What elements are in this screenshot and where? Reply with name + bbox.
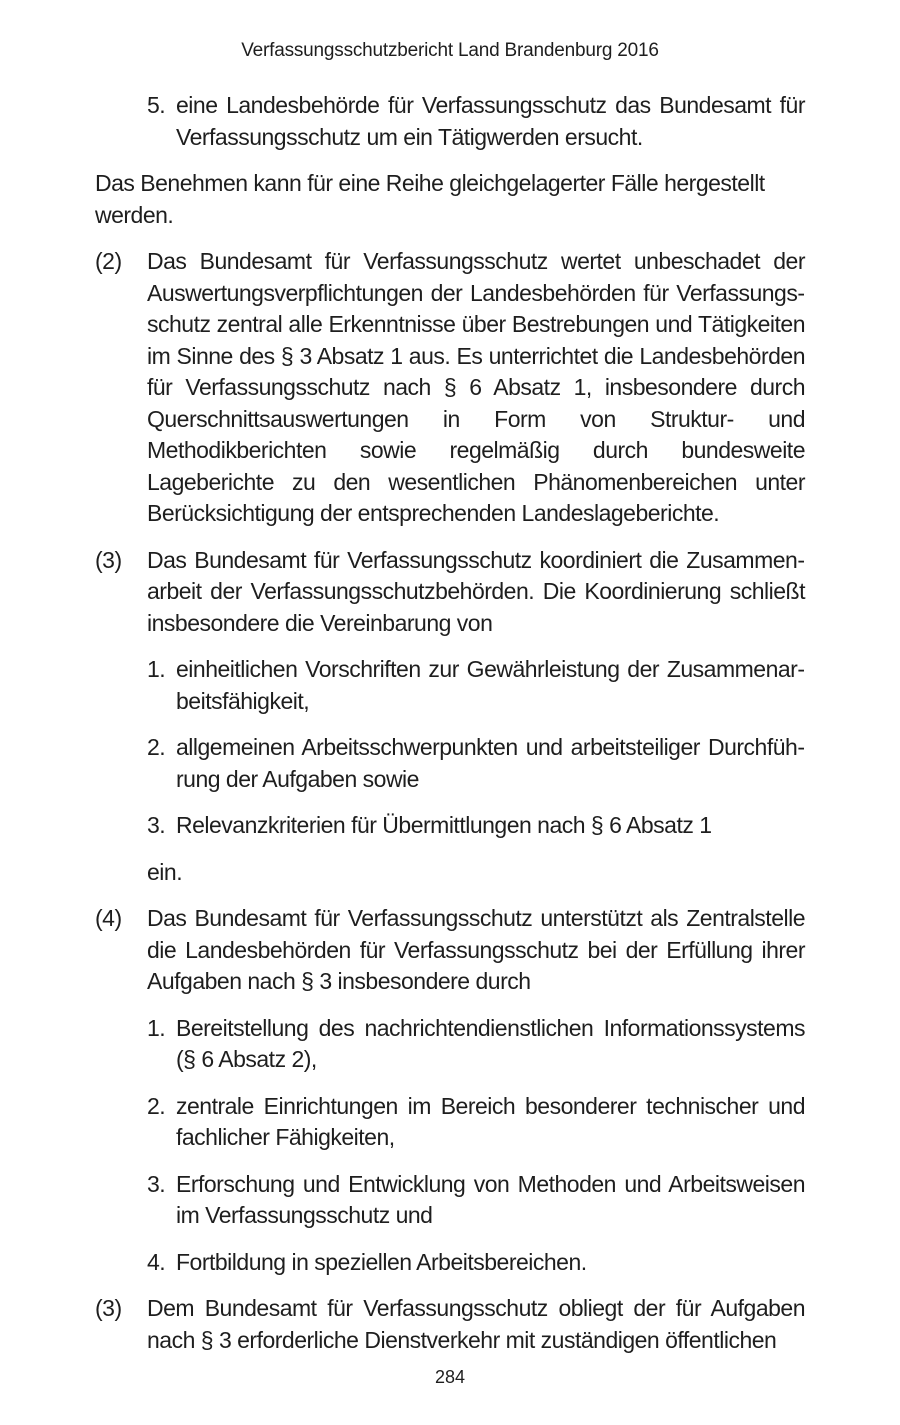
paragraph-text: Das Bundesamt für Verfassungsschutz wertet unbeschadet der Auswertungsverpflichtungen der Landesbehörden für Verfassungsschutz zentral alle Erkenntnisse über Bestrebungen und Tätigkeiten im Sinne des § 3 Absatz 1 aus. Es unterrichtet die Landesbehörden für Verfassungsschutz nach § 6 Absatz 1, insbesondere durch Querschnittsauswertungen in Form von Struktur- und Methodikberichten sowie regelmäßig durch bundesweite Lageberichte zu den wesentlichen Phänomenbereichen unter Berücksichtigung der entsprechenden Landeslageberichte. xyxy=(147,248,805,526)
list-item xyxy=(147,732,805,795)
paragraph-number: (3) xyxy=(95,546,122,573)
paragraph-benehmen: Das Benehmen kann für eine Reihe gleichgelagerter Fälle hergestellt werden. xyxy=(95,170,765,228)
list-item-text: Relevanzkriterien für Übermittlungen nach § 6 Absatz 1 xyxy=(176,812,712,838)
list-item-number: 2. xyxy=(147,734,166,760)
list-item xyxy=(147,1091,805,1154)
paragraph-text: Das Bundesamt für Verfassungsschutz unterstützt als Zentralstelle die Landesbehörden für Verfassungsschutz bei der Erfüllung ihrer Aufgaben nach § 3 insbesondere durch xyxy=(147,905,805,994)
list-item xyxy=(147,654,805,717)
list-item xyxy=(147,1247,805,1279)
list-item-number: 1. xyxy=(147,656,166,682)
paragraph-number: (3) xyxy=(95,1295,122,1321)
paragraph-2 xyxy=(95,246,805,530)
list-item-text: eine Landesbehörde für Verfassungsschutz das Bundesamt für Verfassungsschutz um ein Tätigwerden ersucht. xyxy=(176,92,805,150)
list-item-number: 5. xyxy=(147,92,166,118)
list-item xyxy=(147,1169,805,1232)
body-text xyxy=(95,90,805,1371)
list-item-text: einheitlichen Vorschriften zur Gewährleistung der Zusammenarbeitsfähigkeit, xyxy=(176,656,805,714)
list-item-number: 4. xyxy=(147,1248,166,1275)
list-item xyxy=(147,90,805,153)
list-closing-text: ein. xyxy=(147,858,183,885)
list-item-number: 3. xyxy=(147,1170,166,1197)
list-item-text: Bereitstellung des nachrichtendienstlichen Informationssystems (§ 6 Absatz 2), xyxy=(176,1014,805,1072)
list-item-text: Erforschung und Entwicklung von Methoden und Arbeitsweisen im Verfassungsschutz und xyxy=(176,1170,805,1228)
list-item-number: 3. xyxy=(147,812,166,838)
list-item-text: allgemeinen Arbeitsschwerpunkten und arbeitsteiliger Durchführung der Aufgaben sowie xyxy=(176,734,805,792)
paragraph-number: (4) xyxy=(95,905,122,931)
running-header: Verfassungsschutzbericht Land Brandenburg 2016 xyxy=(241,40,659,61)
list-item-number: 1. xyxy=(147,1014,166,1041)
paragraph-3 xyxy=(95,545,805,640)
list-item xyxy=(147,1013,805,1076)
list-item-text: zentrale Einrichtungen im Bereich besonderer technischer und fachlicher Fähigkeiten, xyxy=(176,1092,805,1150)
paragraph-3-continued xyxy=(95,1293,805,1356)
list-item-number: 2. xyxy=(147,1092,166,1119)
paragraph-number: (2) xyxy=(95,248,122,274)
list-item-text: Fortbildung in speziellen Arbeitsbereichen. xyxy=(176,1248,587,1275)
paragraph-text: Dem Bundesamt für Verfassungsschutz obliegt der für Aufgaben nach § 3 erforderliche Dienstverkehr mit zuständigen öffentlichen xyxy=(147,1295,805,1353)
page-number: 284 xyxy=(434,1367,466,1387)
list-item xyxy=(147,810,805,842)
paragraph-4 xyxy=(95,903,805,998)
paragraph-text: Das Bundesamt für Verfassungsschutz koordiniert die Zusammenarbeit der Verfassungsschutzbehörden. Die Koordinierung schließt insbesondere die Vereinbarung von xyxy=(147,546,805,636)
